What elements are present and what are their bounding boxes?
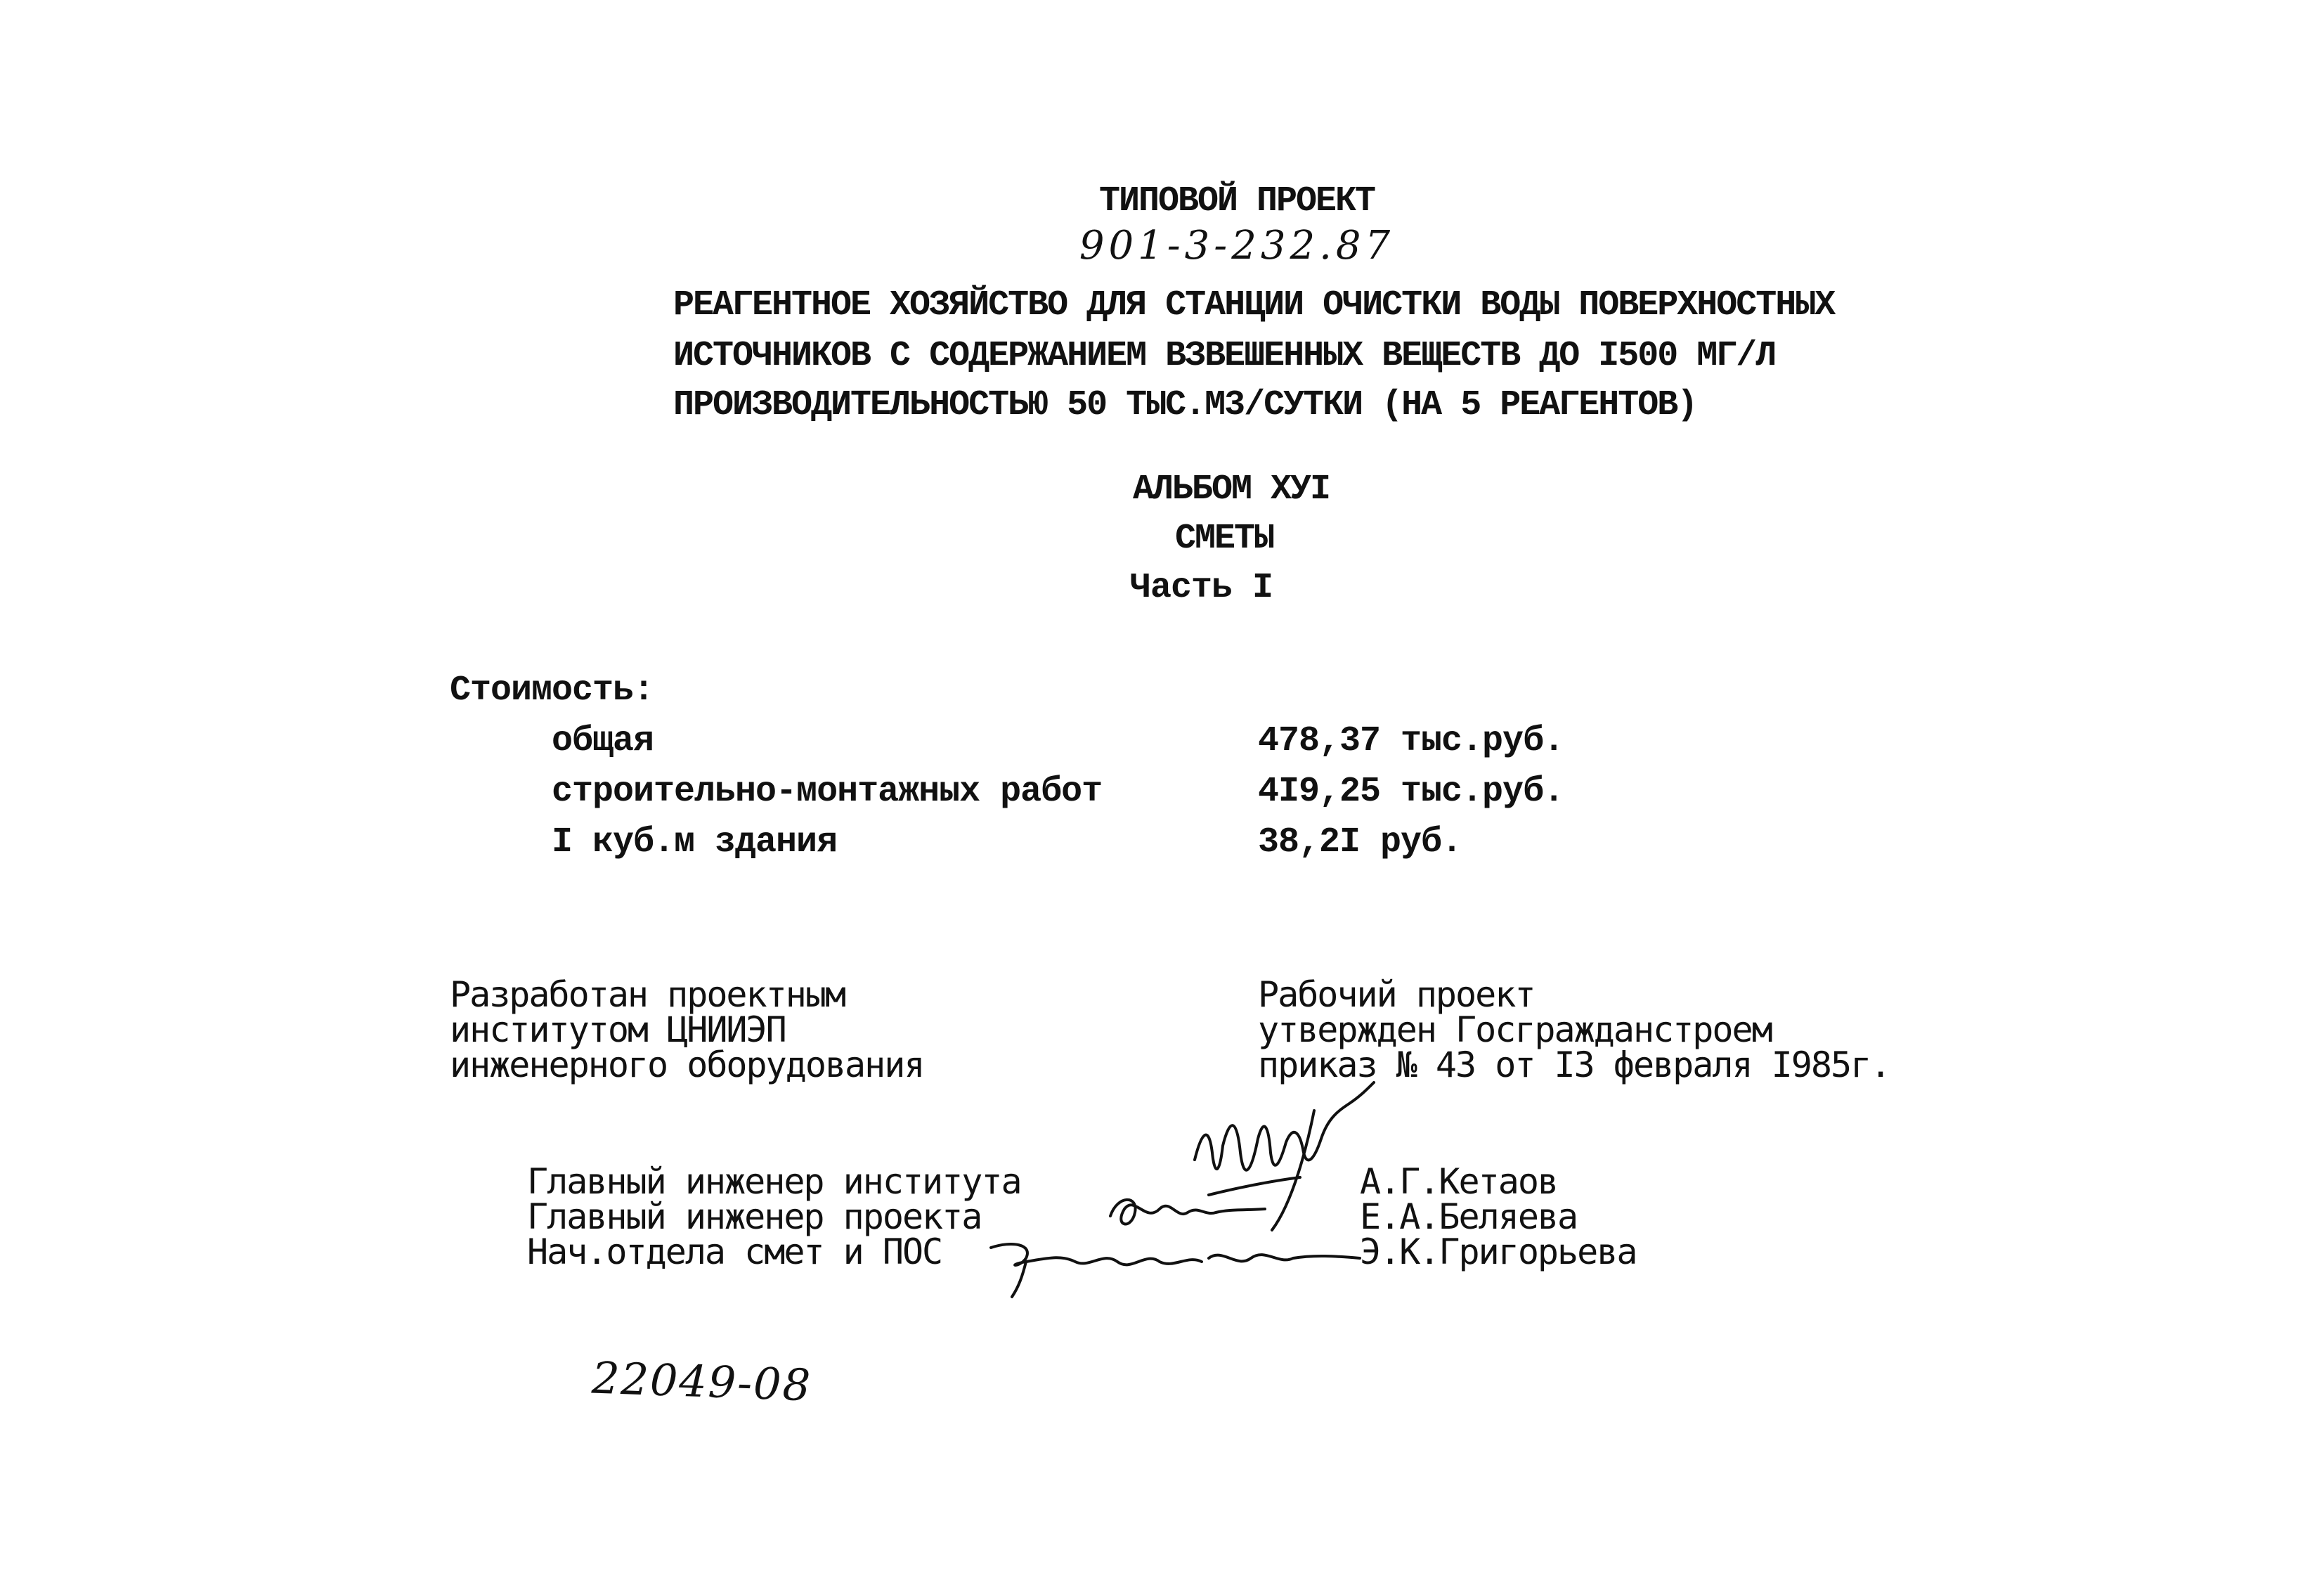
cost-label-construction: строительно-монтажных работ	[552, 772, 1103, 812]
signatory-name-3: Э.К.Григорьева	[1360, 1231, 1637, 1272]
signatory-role-3: Нач.отдела смет и ПОС	[527, 1231, 942, 1272]
title-line-3: ПРОИЗВОДИТЕЛЬНОСТЬЮ 50 ТЫС.М3/СУТКИ (НА 5 РЕАГЕНТОВ)	[673, 385, 1697, 425]
cost-heading: Стоимость:	[450, 671, 654, 711]
cost-value-total: 478,37 тыс.руб.	[1258, 721, 1564, 761]
signatory-name-2: Е.А.Беляева	[1360, 1196, 1578, 1237]
section-label: СМЕТЫ	[1175, 519, 1274, 559]
part-label: Часть I	[1130, 568, 1273, 608]
signature-head-of-estimates	[984, 1227, 1363, 1304]
developer-line-3: инженерного оборудования	[450, 1045, 924, 1085]
signatory-role-2: Главный инженер проекта	[527, 1196, 982, 1237]
archive-number: 22049-08	[590, 1352, 813, 1411]
approval-line-2: утвержден Госгражданстроем	[1258, 1009, 1772, 1050]
project-number: 901-3-232.87	[1079, 223, 1395, 269]
approval-line-3: приказ № 43 от I3 февраля I985г.	[1258, 1045, 1890, 1085]
developer-line-2: институтом ЦНИИЭП	[450, 1009, 786, 1050]
cost-value-construction: 4I9,25 тыс.руб.	[1258, 772, 1564, 812]
album-label: АЛЬБОМ XУI	[1133, 470, 1330, 510]
signatory-name-1: А.Г.Кетаов	[1360, 1161, 1558, 1202]
cost-label-per-cubic-meter: I куб.м здания	[552, 822, 838, 862]
title-line-1: РЕАГЕНТНОЕ ХОЗЯЙСТВО ДЛЯ СТАНЦИИ ОЧИСТКИ ВОДЫ ПОВЕРХНОСТНЫХ	[673, 285, 1835, 325]
developer-line-1: Разработан проектным	[450, 974, 845, 1015]
document-type: ТИПОВОЙ ПРОЕКТ	[1098, 181, 1375, 221]
title-line-2: ИСТОЧНИКОВ С СОДЕРЖАНИЕМ ВЗВЕШЕННЫХ ВЕЩЕСТВ ДО I500 МГ/Л	[673, 336, 1776, 376]
approval-line-1: Рабочий проект	[1258, 974, 1535, 1015]
cost-label-total: общая	[552, 721, 654, 761]
signatory-role-1: Главный инженер института	[527, 1161, 1021, 1202]
cost-value-per-cubic-meter: 38,2I руб.	[1258, 822, 1462, 862]
